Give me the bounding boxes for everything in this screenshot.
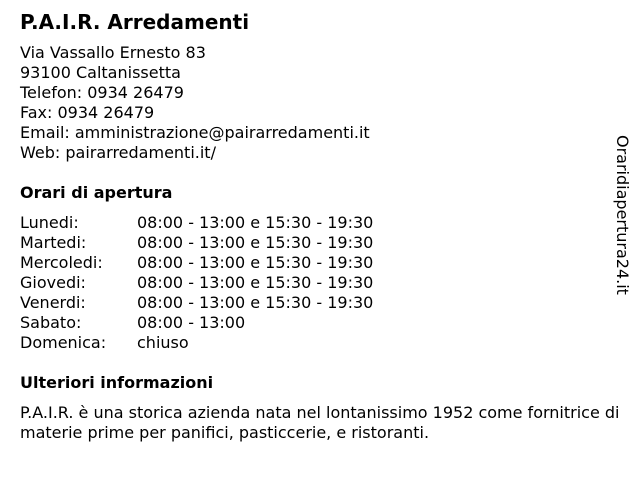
hours-time: 08:00 - 13:00 e 15:30 - 19:30 bbox=[137, 233, 374, 252]
hours-time: 08:00 - 13:00 e 15:30 - 19:30 bbox=[137, 293, 374, 312]
phone-line: Telefon: 0934 26479 bbox=[20, 83, 184, 102]
hours-day: Mercoledi: bbox=[20, 253, 103, 272]
hours-day: Domenica: bbox=[20, 333, 107, 352]
fax-line: Fax: 0934 26479 bbox=[20, 103, 155, 122]
hours-day: Martedi: bbox=[20, 233, 87, 252]
email-line: Email: amministrazione@pairarredamenti.it bbox=[20, 123, 370, 142]
site-watermark-text: Oraridiapertura24.it bbox=[613, 135, 632, 295]
site-watermark bbox=[612, 135, 632, 315]
opening-hours-heading: Orari di apertura bbox=[20, 183, 173, 202]
hours-time: 08:00 - 13:00 e 15:30 - 19:30 bbox=[137, 253, 374, 272]
additional-info-heading: Ulteriori informazioni bbox=[20, 373, 214, 392]
additional-info-text: P.A.I.R. è una storica azienda nata nel lontanissimo 1952 come fornitrice di materie prime per panifici, pasticcerie, e ristoranti. bbox=[20, 403, 620, 442]
business-name: P.A.I.R. Arredamenti bbox=[20, 10, 250, 34]
hours-day: Lunedi: bbox=[20, 213, 79, 232]
hours-day: Giovedi: bbox=[20, 273, 86, 292]
hours-time: 08:00 - 13:00 bbox=[137, 313, 246, 332]
hours-day: Venerdi: bbox=[20, 293, 86, 312]
hours-time: 08:00 - 13:00 e 15:30 - 19:30 bbox=[137, 213, 374, 232]
hours-time: chiuso bbox=[137, 333, 189, 352]
address-line-city: 93100 Caltanissetta bbox=[20, 63, 181, 82]
contact-block bbox=[20, 43, 370, 163]
web-line: Web: pairarredamenti.it/ bbox=[20, 143, 216, 162]
hours-day: Sabato: bbox=[20, 313, 82, 332]
address-line-street: Via Vassallo Ernesto 83 bbox=[20, 43, 206, 62]
hours-time: 08:00 - 13:00 e 15:30 - 19:30 bbox=[137, 273, 374, 292]
